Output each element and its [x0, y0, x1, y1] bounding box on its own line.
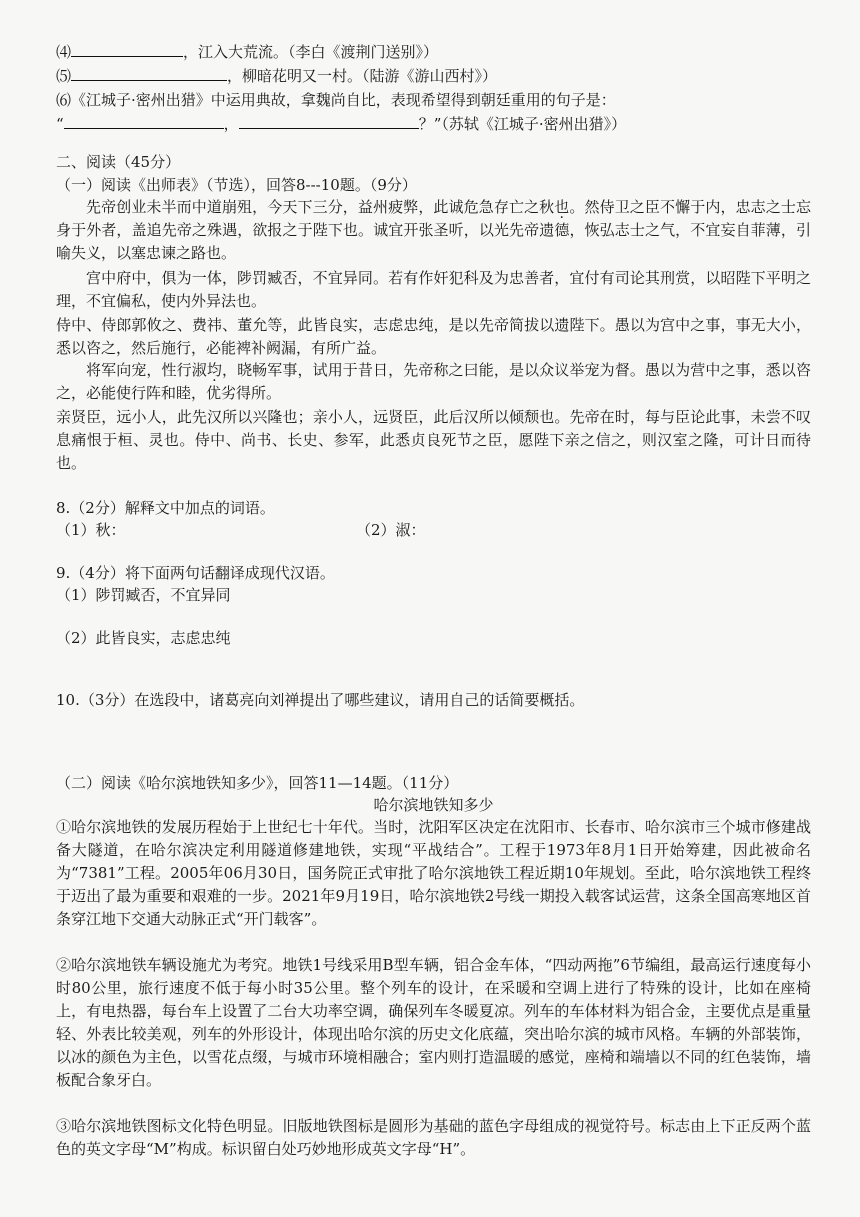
passage-paragraph-1: [56, 196, 811, 265]
q6-comma: ，: [223, 115, 239, 133]
q6-answer-blank-2[interactable]: [239, 114, 419, 129]
article-paragraph-1: ①哈尔滨地铁的发展历程始于上世纪七十年代。当时，沈阳军区决定在沈阳市、长春市、哈尔滨市三个城市修建战备大隧道，在哈尔滨决定利用隧道修建地铁，实现“平战结合”。工程于1973年8月1日开始筹建，因此被命名为“7381”工程。2005年06月30日，国务院正式审批了哈尔滨地铁工程近期10年规划。至此，哈尔滨地铁工程终于迈出了最为重要和艰难的一步。2021年9月19日，哈尔滨地铁2号线一期投入载客试运营，这条全国高寒地区首条穿江地下交通大动脉正式“开门载客”。: [56, 818, 811, 928]
q5-answer-blank[interactable]: [71, 66, 227, 81]
question-6: [56, 90, 811, 110]
q4-answer-blank[interactable]: [71, 42, 183, 57]
p4-text-a: 将军向宠，性行: [86, 361, 192, 379]
p1-text-b: 也。然侍卫之臣不懈于内，忠志之士忘身于外者，盖追先帝之殊遇，欲报之于陛下也。诚宜开张圣听，以光先帝遗德，恢弘志士之气，不宜妄自菲薄，引喻失义，以塞忠谏之路也。: [56, 198, 811, 262]
passage-paragraph-4: [56, 359, 811, 405]
part1-intro: （一）阅读《出师表》（节选），回答8---10题。（9分）: [56, 176, 417, 194]
part2-intro: （二）阅读《哈尔滨地铁知多少》，回答11—14题。（11分）: [56, 774, 459, 792]
passage-paragraph-2: 宫中府中，俱为一体，陟罚臧否，不宜异同。若有作奸犯科及为忠善者，宜付有司论其刑赏，以昭陛下平明之理，不宜偏私，使内外异法也。: [56, 269, 811, 310]
passage-paragraph-5: 亲贤臣，远小人，此先汉所以兴隆也；亲小人，远贤臣，此后汉所以倾颓也。先帝在时，每与臣论此事，未尝不叹息痛恨于桓、灵也。侍中、尚书、长史、参军，此悉贞良死节之臣，愿陛下亲之信之，则汉室之隆，可计日而待也。: [56, 408, 811, 472]
p1-text-a: 先帝创业未半而中道崩殂，今天下三分，益州疲弊，此诚危急存亡之: [86, 198, 540, 216]
q6-answer-blank-1[interactable]: [64, 114, 224, 129]
q5-text: ，柳暗花明又一村。（陆游《游山西村》）: [227, 67, 498, 85]
question-5: [56, 66, 811, 86]
question-10: 10.（3分）在选段中，诸葛亮向刘禅提出了哪些建议，请用自己的话简要概括。: [56, 691, 585, 709]
question-9: 9.（4分）将下面两句话翻译成现代汉语。: [56, 564, 335, 582]
q6-prompt: ⑹《江城子·密州出猎》中运用典故，拿魏尚自比，表现希望得到朝廷重用的句子是：: [56, 91, 616, 109]
q4-number: ⑷: [56, 43, 72, 61]
dotted-word-qiu: 秋: [539, 198, 555, 216]
article-paragraph-2: ②哈尔滨地铁车辆设施尤为考究。地铁1号线采用B型车辆，铝合金车体，“四动两拖”6节编组，最高运行速度每小时80公里，旅行速度不低于每小时35公里。整个列车的设计，在采暖和空调上进行了特殊的设计，比如在座椅上，有电热器，每台车上设置了二台大功率空调，确保列车冬暖夏凉。列车的车体材料为铝合金，主要优点是重量轻、外表比较美观，列车的外形设计，体现出哈尔滨的历史文化底蕴，突出哈尔滨的城市风格。车辆的外部装饰，以冰的颜色为主色，以雪花点缀，与城市环境相融合；室内则打造温暖的感觉，座椅和端墙以不同的红色装饰，墙板配合象牙白。: [56, 956, 811, 1089]
question-6-answer-line: [56, 114, 811, 134]
q8-item-1: （1）秋：: [56, 521, 126, 539]
q9-item-1: （1）陟罚臧否，不宜异同: [56, 586, 231, 604]
question-8: 8.（2分）解释文中加点的词语。: [56, 499, 275, 517]
q6-end: ？”（苏轼《江城子·密州出猎》）: [418, 115, 627, 133]
q4-text: ，江入大荒流。（李白《渡荆门送别》）: [183, 43, 439, 61]
article-title: 哈尔滨地铁知多少: [373, 796, 494, 814]
q6-open-quote: “: [56, 115, 64, 133]
q9-item-2: （2）此皆良实，志虑忠纯: [56, 629, 231, 647]
q8-item-2: （2）淑：: [356, 521, 426, 539]
dotted-word-shu: 淑: [191, 361, 207, 379]
q5-number: ⑸: [56, 67, 72, 85]
article-paragraph-3: ③哈尔滨地铁图标文化特色明显。旧版地铁图标是圆形为基础的蓝色字母组成的视觉符号。标志由上下正反两个蓝色的英文字母“M”构成。标识留白处巧妙地形成英文字母“H”。: [56, 1117, 811, 1158]
question-4: [56, 42, 811, 62]
passage-paragraph-3: 侍中、侍郎郭攸之、费祎、董允等，此皆良实，志虑忠纯，是以先帝简拔以遗陛下。愚以为宫中之事，事无大小，悉以咨之，然后施行，必能裨补阙漏，有所广益。: [56, 316, 811, 357]
question-8-items: [56, 520, 811, 540]
section-heading: 二、阅读（45分）: [56, 153, 181, 171]
p4-text-b: 均，晓畅军事，试用于昔日，先帝称之曰能，是以众议举宠为督。愚以为营中之事，悉以咨之，必能使行阵和睦，优劣得所。: [56, 361, 811, 402]
